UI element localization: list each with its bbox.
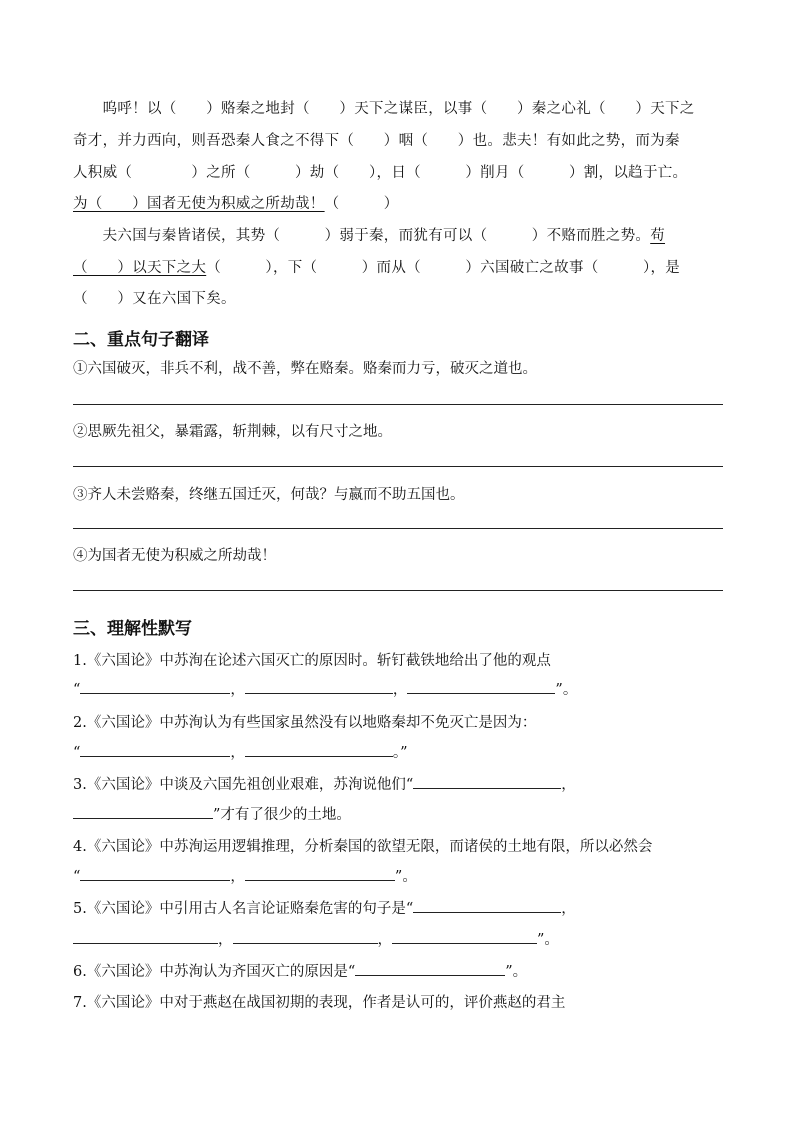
dictation-q2-prompt: 2.《六国论》中苏洵认为有些国家虽然没有以地赂秦却不免灭亡是因为：: [73, 715, 537, 731]
question-text: 5.《六国论》中引用古人名言论证赂秦危害的句子是“: [73, 901, 414, 917]
comma: ，: [561, 777, 576, 793]
passage-line-4: [73, 192, 723, 213]
fill-blank[interactable]: [245, 679, 393, 694]
fill-blank[interactable]: [355, 961, 505, 976]
dictation-q6: [73, 960, 723, 981]
comma: ，: [218, 932, 233, 948]
fill-blank[interactable]: [233, 929, 378, 944]
answer-line[interactable]: [73, 528, 723, 529]
fill-blank[interactable]: [80, 742, 230, 757]
dictation-q7-prompt: 7.《六国论》中对于燕赵在战国初期的表现，作者是认可的，评价燕赵的君主: [73, 995, 566, 1011]
open-quote: “: [73, 869, 81, 885]
translation-item-3: ③齐人未尝赂秦，终继五国迁灭，何哉？与嬴而不助五国也。: [73, 487, 465, 503]
passage-line-7: （ ）又在六国下矣。: [73, 291, 236, 307]
comma: ，: [561, 901, 576, 917]
dictation-q5-blanks: [73, 928, 723, 949]
dictation-q4-blanks: [73, 865, 723, 886]
underlined-sentence: 为（ ）国者无使为积威之所劫哉！: [73, 196, 325, 212]
fill-blank[interactable]: [392, 929, 537, 944]
question-text: 6.《六国论》中苏洵认为齐国灭亡的原因是“: [73, 964, 356, 980]
comma: ，: [230, 682, 245, 698]
translation-item-2: ②思厥先祖父，暴霜露，斩荆棘，以有尺寸之地。: [73, 424, 392, 440]
fill-blank[interactable]: [245, 866, 395, 881]
blank-paren: （ ）: [324, 196, 399, 212]
dictation-q2-blanks: [73, 741, 723, 762]
dictation-q3-blanks: [73, 803, 723, 824]
close-quote: ”。: [537, 932, 559, 948]
underlined-phrase: （ ）以天下之大: [73, 260, 207, 276]
fill-blank[interactable]: [73, 804, 213, 819]
close-quote: ”。: [505, 964, 528, 980]
passage-text: （ ），下（ ）而从（ ）六国破亡之故事（ ），是: [206, 260, 681, 276]
fill-blank[interactable]: [413, 774, 561, 789]
close-quote: 。”: [392, 745, 408, 761]
comma: ，: [230, 745, 245, 761]
question-text: ”才有了很少的土地。: [213, 807, 351, 823]
answer-line[interactable]: [73, 404, 723, 405]
section-heading-translation: 二、重点句子翻译: [73, 330, 209, 350]
passage-line-5: [73, 224, 723, 245]
translation-item-4: ④为国者无使为积威之所劫哉！: [73, 548, 276, 564]
fill-blank[interactable]: [245, 742, 393, 757]
open-quote: “: [73, 682, 81, 698]
close-quote: ”。: [555, 682, 578, 698]
dictation-q4-prompt: 4.《六国论》中苏洵运用逻辑推理，分析秦国的欲望无限，而诸侯的土地有限，所以必然会: [73, 839, 653, 855]
passage-line-2: 奇才，并力西向，则吾恐秦人食之不得下（ ）咽（ ）也。悲夫！有如此之势，而为秦: [73, 133, 680, 149]
answer-line[interactable]: [73, 590, 723, 591]
section-heading-dictation: 三、理解性默写: [73, 619, 192, 639]
passage-line-1: 呜呼！以（ ）赂秦之地封（ ）天下之谋臣，以事（ ）秦之心礼（ ）天下之: [73, 101, 695, 117]
dictation-q3-prompt: [73, 773, 723, 794]
passage-text: 夫六国与秦皆诸侯，其势（ ）弱于秦，而犹有可以（ ）不赂而胜之势。: [73, 228, 651, 244]
fill-blank[interactable]: [73, 929, 218, 944]
fill-blank[interactable]: [80, 679, 230, 694]
question-text: 3.《六国论》中谈及六国先祖创业艰难，苏洵说他们“: [73, 777, 414, 793]
comma: ，: [392, 682, 408, 698]
answer-line[interactable]: [73, 466, 723, 467]
passage-line-3: 人积威（ ）之所（ ）劫（ ），日（ ）削月（ ）割，以趋于亡。: [73, 165, 688, 181]
dictation-q1-blanks: [73, 678, 723, 699]
dictation-q1-prompt: 1.《六国论》中苏洵在论述六国灭亡的原因时。斩钉截铁地给出了他的观点: [73, 653, 551, 669]
comma: ，: [230, 869, 245, 885]
underlined-word: 苟: [650, 228, 666, 244]
passage-line-6: [73, 256, 723, 277]
comma: ，: [377, 932, 392, 948]
open-quote: “: [73, 745, 81, 761]
fill-blank[interactable]: [413, 898, 561, 913]
translation-item-1: ①六国破灭，非兵不利，战不善，弊在赂秦。赂秦而力亏，破灭之道也。: [73, 361, 537, 377]
fill-blank[interactable]: [407, 679, 555, 694]
dictation-q5-prompt: [73, 897, 723, 918]
close-quote: ”。: [394, 869, 417, 885]
fill-blank[interactable]: [80, 866, 230, 881]
